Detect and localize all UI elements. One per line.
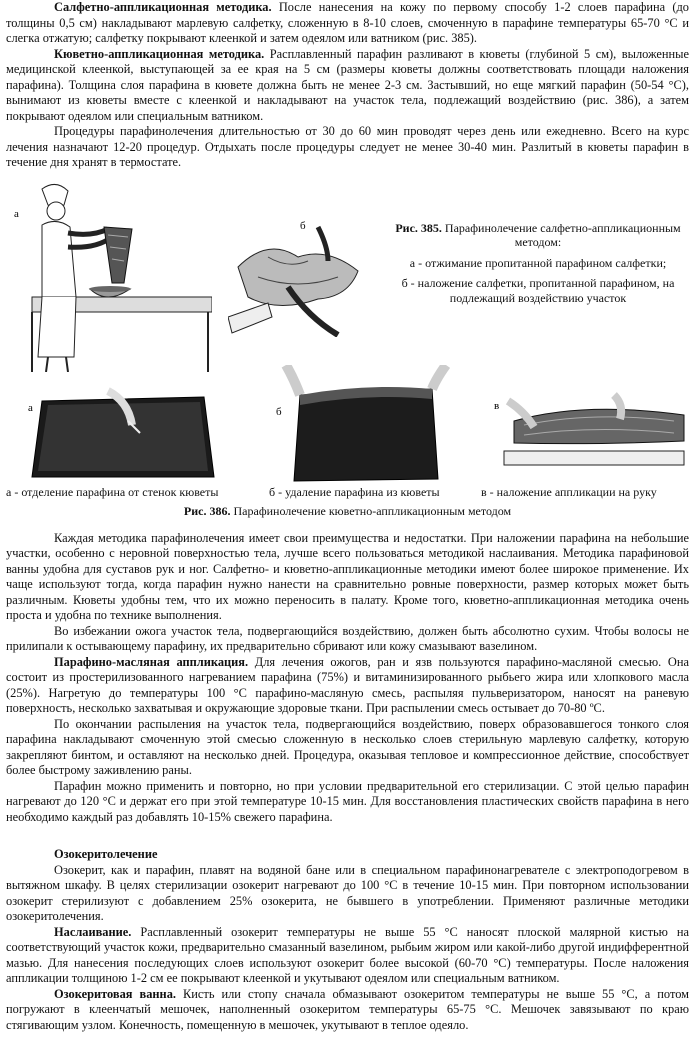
figures-block [6,177,689,517]
figure-letter: б [300,219,306,232]
paragraph-ozokerite-bath: Озокеритовая ванна. Кисть или стопу сначала обмазывают озокеритом температуры не выше 55 °С, а потом погружают в клеенчатый мешочек, наполненный озокеритом температуры 65-75 °С. Мешочек завязывают по краю стягивающим узлом. Конечность, помещенную в мешочек, укутывают в теплое одеяло. [6,986,689,1032]
applying-napkin-illustration [228,217,378,337]
paragraph-heading: Парафино-масляная аппликация. [54,654,249,669]
figure-letter: а [28,401,33,414]
figure-letter: в [494,399,500,412]
paragraph-paraffin-oil: Парафино-масляная аппликация. Для лечения ожогов, ран и язв пользуются парафино-масляной смесью. Она состоит из простерилизованного нагреванием парафина (75%) и витаминизированного рыбьего жира или хлопкового масла (25%). Нагретую до температуры 100 °С парафино-масляную смесь, распыляя пульверизатором, наносят на раневую поверхность, несколько захватывая и окружающие здоровые ткани. При распылении смесь остывает до 70-80 ºС. [6,654,689,715]
paragraph-cuvette-method: Кюветно-аппликационная методика. Расплавленный парафин разливают в кюветы (глубиной 5 см), выложенные медицинской клеенкой, выступающей за ее края на 5 см (размеры кюветы должны соответствовать площади наложения парафина). Толщина слоя парафина в кювете должна быть не менее 2-3 см. Застывший, но еще мягкий парафин (50-54 °С), вынимают из кюветы вместе с клеенкой и накладывают на участок тела, подлежащий воздействию (рис. 386), а затем покрывают одеялом или специальным ватником. [6,46,689,123]
paraffin-removal-illustration [276,365,456,483]
document-page [6,0,689,1033]
paragraph-procedure-duration: Процедуры парафинолечения длительностью от 30 до 60 мин проводят через день или ежедневно. Всего на курс лечения назначают 12-20 процедур. Отдыхать после процедуры следует не менее 30-40 мин. Разлитый в кюветы парафин в течение дня хранят в термостате. [6,124,689,169]
paragraph-layering: Наслаивание. Расплавленный озокерит температуры не выше 55 °С наносят плоской малярной кистью на соответствующий участок кожи, предварительно смазанный вазелином, рыбьим жиром или какой-либо другой индифферентной мазью. Для нанесения последующих слоев используют озокерит более высокой (60-70 °С) температуры. После наложения аппликации толщиною 1-2 см ее покрывают клеенкой и укутывают одеялом или специальным ватником. [6,924,689,985]
caption-item-a: а - отжимание пропитанной парафином салфетки; [409,255,667,270]
paragraph-ozokerite-intro: Озокерит, как и парафин, плавят на водяной бане или в специальном парафинонагревателе с электроподогревом в вытяжном шкафу. В целях стерилизации озокерит нагревают до 100 °С в течение 10-15 мин. При повторном использовании озокерит стерилизуют с добавлением 25% озокерита, не бывшего в употреблении. Применяют различные методики озокеритолечения. [6,862,689,923]
paragraph-spraying: По окончании распыления на участок тела, подвергающийся воздействию, поверх образовавшегося тонкого слоя парафина накладывают смоченную этой смесью сложенную в несколько слоев стерильную марлевую салфетку, которую закрепляют бинтом, и оставляют на несколько дней. Процедура, оказывая тепловое и компрессионное действие, способствует более быстрому заживлению раны. [6,716,689,777]
figure-386-caption: Рис. 386. Парафинолечение кюветно-аппликационным методом [183,503,512,518]
section-heading-ozokerite: Озокеритолечение [54,847,158,861]
figure-385-caption: Рис. 385. Парафинолечение салфетно-аппликационным методом: а - отжимание пропитанной парафином салфетки; б - наложение салфетки, пропитанной парафином, на подлежащий воздействию участок [389,221,687,312]
application-on-arm-illustration [494,381,690,481]
figure-letter: а [14,207,19,220]
figure-letter: б [276,405,282,418]
paragraph-reuse: Парафин можно применить и повторно, но при условии предварительной его стерилизации. С этой целью парафин нагревают до 120 °С и держат его при этой температуре 10-15 мин. Для восстановления пластических свойств парафина в него необходимо каждый раз добавлять 10-15% свежего парафина. [6,778,689,824]
paragraph-napkin-method: Салфетно-аппликационная методика. После нанесения на кожу по первому способу 1-2 слоев парафина (до толщины 0,5 см) накладывают марлевую салфетку, сложенную в 8-10 слоев, смоченную в парафине температуры 65-70 °С и слегка отжатую; салфетку покрывают клеенкой и затем одеялом или ватником (рис. 385). [6,0,689,45]
figure-386-caption-b: б - удаление парафина из кюветы [269,484,440,499]
paraffin-separation-illustration [28,381,218,481]
nurse-wringing-napkin-illustration [12,177,212,372]
paragraph-heading: Наслаивание. [54,924,132,939]
paragraph-burn-prevention: Во избежании ожога участок тела, подвергающийся воздействию, должен быть абсолютно сухим. Чтобы волосы не прилипали к остывающему парафину, их предварительно сбривают или кожу смазывают вазелином. [6,623,689,653]
paragraph-heading: Озокеритовая ванна. [54,986,176,1001]
figure-386-caption-c: в - наложение аппликации на руку [481,484,657,499]
figure-386-caption-a: а - отделение парафина от стенок кюветы [6,484,219,499]
paragraph-methods-comparison: Каждая методика парафинолечения имеет свои преимущества и недостатки. При наложении парафина на небольшие участки, особенно с неровной поверхностью тела, лучше всего пользоваться методикой наслаивания. Методика парафиновой ванны удобна для суставов рук и ног. Салфетно- и кюветно-аппликационные методики имеют более широкое применение. Их чаще используют тогда, когда парафин нужно нанести на сравнительно ровные поверхности, размер которых может быть различным. Кюветы удобны тем, что их можно переносить в палату. Кроме того, кюветно-аппликационная методика очень проста и удобна по технике выполнения. [6,530,689,622]
paragraph-heading: Кюветно-аппликационная методика. [54,46,265,61]
caption-item-b: б - наложение салфетки, пропитанной парафином, на подлежащий воздействию участок [401,276,675,305]
paragraph-heading: Салфетно-аппликационная методика. [54,0,272,14]
